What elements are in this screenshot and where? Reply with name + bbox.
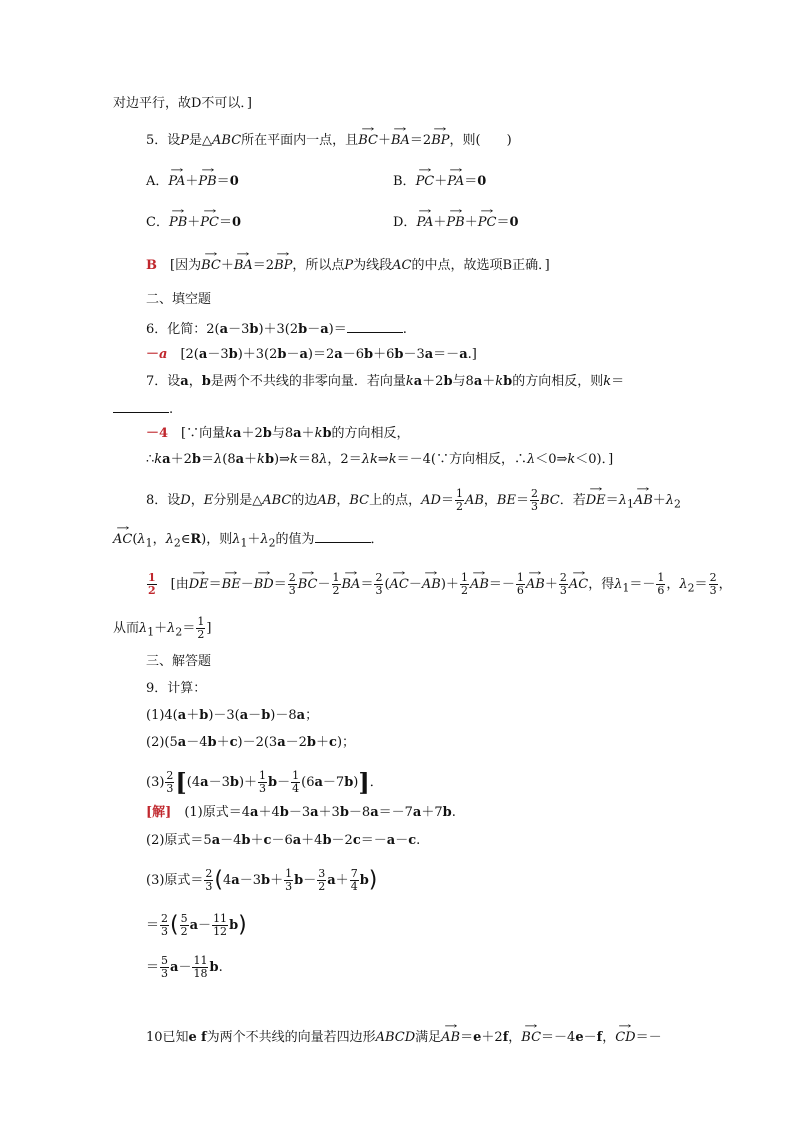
question-7: 7．设a，b是两个不共线的非零向量．若向量ka＋2b与8a＋kb的方向相反，则k＝ [146,374,625,389]
answer-6: －a [2(a－3b)＋3(2b－a)＝2a－6b＋6b－3a＝－a.] [146,347,477,362]
answer-8: $\frac{1}{2}$ [由→ DE＝→ BE－→ BD＝ $\frac{2}{3}$ → BC－ $\frac{1}{2}$ → BA＝ $\frac{2}{3}$ (→ AC－→ AB)＋ $\frac{1}{2}$ → AB＝－ $\frac{1}{6}$ → AB＋ $\frac{2}{3}$ → AC，得$\lambda_1=-$ $\frac{1}{6}$ ，$\lambda_2=$ $\frac{2}{3}$ ， [146,572,732,597]
option-a: A．→ PA＋→ PB＝0 [146,174,239,190]
question-6: 6．化简：2(a－3b)＋3(2b－a)＝ . [146,322,407,337]
text-line: 对边平行，故D不可以．] [113,96,252,111]
question-9-part-3: (3) $\frac{2}{3}$ [(4a－3b)＋ $\frac{1}{3}$ b－ $\frac{1}{4}$ (6a－7b)]． [146,767,383,797]
question-8: 8．设D，E分别是△ABC的边AB，BC上的点，AD＝ $\frac{1}{2}$ AB，BE＝ $\frac{2}{3}$ BC．若→ $DE=\lambda_1\to AB+\lambda_2$ [146,488,681,513]
solution-9-result: ＝ $\frac{5}{3}$ a－ $\frac{11}{18}$ b. [146,954,223,980]
option-c: C．→ PB＋→ PC＝0 [146,215,241,231]
question-10: 10已知e f为两个不共线的向量若四边形ABCD满足→ AB＝e＋2f，→ BC＝－4e－f，→ CD＝－ [146,1030,662,1046]
question-9-part-2: (2)(5a－4b＋c)－2(3a－2b＋c)； [146,735,356,750]
solution-9-part-1: [解] (1)原式＝4a＋4b－3a＋3b－8a＝－7a＋7b. [146,805,456,820]
question-7-blank: . [113,400,173,418]
question-5: 5．设P是△ABC所在平面内一点，且→ BC＋→ BA＝2→ BP，则( ) [146,133,512,149]
question-9: 9．计算： [146,681,207,696]
answer-7: －4 [∵向量ka＋2b与8a＋kb的方向相反， [146,426,410,441]
solution-9-step: ＝ $\frac{2}{3}$ ( $\frac{5}{2}$ a－ $\frac{11}{12}$ b) [146,912,247,938]
section-fill-in: 二、填空题 [146,292,212,307]
solution-9-part-3: (3)原式＝ $\frac{2}{3}$ (4a－3b＋ $\frac{1}{3}$ b－ $\frac{3}{2}$ a＋ $\frac{7}{4}$ b) [146,867,378,893]
section-solve: 三、解答题 [146,654,212,669]
option-d: D．→ PA＋→ PB＋→ PC＝0 [393,215,519,231]
answer-5: B [因为→ BC＋→ BA＝2→ BP，所以点P为线段AC的中点，故选项B正确．] [146,258,550,274]
option-b: B．→ PC＋→ PA＝0 [393,174,486,190]
question-9-part-1: (1)4(a＋b)－3(a－b)－8a； [146,708,319,723]
answer-7-line-2: ∴ka＋2b＝λ(8a＋kb)⇒k＝8λ，2＝λk⇒k＝－4(∵方向相反，∴λ＜0⇒k＜0)．] [146,452,614,467]
solution-9-part-2: (2)原式＝5a－4b＋c－6a＋4b－2c＝－a－c. [146,833,421,848]
answer-8-line-2: 从而$\lambda_1+\lambda_2=$ $\frac{1}{2}$ ] [113,615,212,641]
question-8-line-2: → $AC(\lambda_1$，$\lambda_2\in R$)，则$\lambda_1+\lambda_2$的值为 ． [113,530,384,552]
